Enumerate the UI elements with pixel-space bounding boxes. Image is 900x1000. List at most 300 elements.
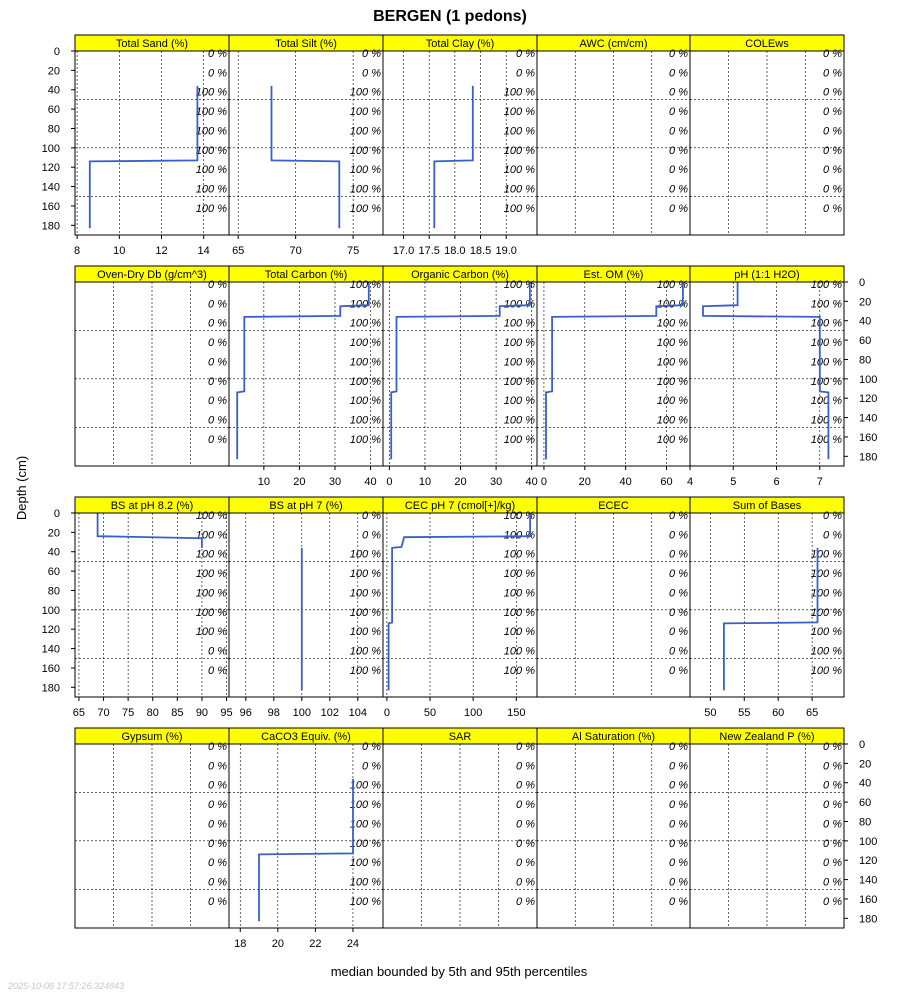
percent-label: 0 % (516, 876, 535, 889)
percent-label: 0 % (823, 740, 842, 753)
y-tick-label: 100 (859, 835, 878, 848)
percent-label: 0 % (823, 125, 842, 138)
percent-label: 100 % (656, 356, 688, 369)
percent-label: 0 % (362, 760, 381, 773)
percent-label: 100 % (503, 183, 535, 196)
percent-label: 100 % (349, 86, 381, 99)
percent-label: 100 % (810, 568, 842, 581)
percent-label: 0 % (669, 664, 688, 677)
percent-label: 100 % (195, 606, 227, 619)
timestamp: 2025-10-08 17:57:26.324843 (8, 981, 125, 991)
percent-label: 100 % (349, 895, 381, 908)
percent-label: 0 % (669, 779, 688, 792)
x-tick-label: 96 (239, 707, 252, 719)
median-profile-line (724, 548, 818, 690)
percent-label: 100 % (810, 548, 842, 561)
percent-label: 0 % (208, 818, 227, 831)
x-tick-label: 95 (220, 707, 233, 719)
panel-strip-label: AWC (cm/cm) (579, 38, 648, 50)
percent-label: 100 % (656, 414, 688, 427)
percent-label: 0 % (669, 529, 688, 542)
percent-label: 0 % (823, 509, 842, 522)
x-tick-label: 0 (386, 476, 393, 488)
percent-label: 100 % (349, 587, 381, 600)
x-tick-label: 98 (267, 707, 280, 719)
percent-label: 0 % (208, 433, 227, 446)
x-tick-label: 40 (364, 476, 377, 488)
percent-label: 100 % (349, 876, 381, 889)
panel-strip-label: Total Silt (%) (275, 38, 337, 50)
percent-label: 100 % (349, 664, 381, 677)
percent-label: 100 % (656, 298, 688, 311)
percent-label: 100 % (195, 529, 227, 542)
x-axis-label: median bounded by 5th and 95th percentiles (330, 964, 588, 979)
x-tick-label: 75 (346, 245, 360, 257)
y-tick-label: 0 (53, 508, 60, 520)
y-tick-label: 80 (859, 816, 872, 829)
percent-label: 0 % (669, 857, 688, 870)
y-tick-label: 20 (47, 527, 60, 540)
percent-label: 100 % (195, 125, 227, 138)
panel-strip-label: Oven-Dry Db (g/cm^3) (97, 269, 207, 281)
y-tick-label: 20 (47, 65, 60, 78)
y-tick-label: 140 (859, 874, 878, 887)
panel (383, 728, 537, 928)
percent-label: 0 % (669, 86, 688, 99)
panel-strip-label: Al Saturation (%) (571, 731, 656, 743)
x-tick-label: 24 (346, 938, 360, 950)
percent-label: 0 % (208, 298, 227, 311)
y-tick-label: 60 (47, 104, 60, 117)
percent-label: 0 % (669, 606, 688, 619)
percent-label: 100 % (810, 433, 842, 446)
percent-label: 0 % (669, 164, 688, 177)
panel-strip-label: CEC pH 7 (cmol[+]/kg) (404, 500, 516, 512)
percent-label: 0 % (208, 779, 227, 792)
panel (537, 728, 690, 928)
percent-label: 0 % (208, 317, 227, 330)
x-tick-label: 90 (195, 707, 209, 719)
percent-label: 100 % (503, 606, 535, 619)
panel (383, 497, 537, 719)
percent-label: 0 % (823, 67, 842, 80)
percent-label: 0 % (823, 876, 842, 889)
percent-label: 0 % (823, 529, 842, 542)
percent-label: 100 % (810, 587, 842, 600)
percent-label: 0 % (669, 876, 688, 889)
y-tick-label: 120 (859, 855, 878, 868)
percent-label: 100 % (195, 548, 227, 561)
percent-label: 100 % (349, 548, 381, 561)
x-tick-label: 40 (619, 476, 632, 488)
percent-label: 100 % (349, 779, 381, 792)
panel (74, 35, 229, 257)
percent-label: 0 % (669, 799, 688, 812)
x-tick-label: 10 (257, 476, 270, 488)
percent-label: 0 % (516, 67, 535, 80)
percent-label: 100 % (810, 278, 842, 291)
percent-label: 100 % (503, 529, 535, 542)
panel-strip-label: COLEws (745, 38, 789, 50)
y-tick-label: 100 (859, 373, 878, 386)
x-tick-label: 5 (730, 476, 737, 488)
percent-label: 0 % (669, 837, 688, 850)
percent-label: 0 % (669, 202, 688, 215)
x-tick-label: 104 (348, 707, 367, 719)
x-tick-label: 75 (122, 707, 135, 719)
y-axis-label: Depth (cm) (14, 455, 29, 521)
y-tick-label: 100 (41, 142, 60, 155)
percent-label: 100 % (195, 86, 227, 99)
y-tick-label: 180 (41, 220, 60, 233)
x-tick-label: 80 (146, 707, 159, 719)
y-tick-label: 40 (47, 84, 60, 97)
percent-label: 100 % (503, 144, 535, 157)
x-tick-label: 0 (383, 707, 390, 719)
x-tick-label: 19.0 (495, 245, 517, 257)
panel-strip-label: BS at pH 8.2 (%) (110, 500, 194, 512)
percent-label: 100 % (656, 278, 688, 291)
percent-label: 100 % (503, 106, 535, 119)
y-tick-label: 120 (859, 393, 878, 406)
percent-label: 100 % (349, 375, 381, 388)
percent-label: 100 % (503, 86, 535, 99)
x-tick-label: 4 (686, 476, 694, 488)
panel (73, 497, 233, 719)
percent-label: 0 % (208, 760, 227, 773)
percent-label: 0 % (208, 837, 227, 850)
x-tick-label: 65 (805, 707, 819, 719)
percent-label: 0 % (669, 740, 688, 753)
y-tick-label: 140 (859, 412, 878, 425)
x-tick-label: 18 (234, 938, 247, 950)
y-tick-label: 40 (859, 315, 872, 328)
median-profile-line (90, 86, 198, 228)
x-tick-label: 17.0 (392, 245, 415, 257)
percent-label: 0 % (669, 125, 688, 138)
y-tick-label: 180 (859, 451, 878, 464)
x-tick-label: 65 (232, 245, 245, 257)
percent-label: 100 % (195, 183, 227, 196)
percent-label: 0 % (669, 645, 688, 658)
percent-label: 100 % (503, 395, 535, 408)
percent-label: 100 % (503, 356, 535, 369)
panel-strip-label: CaCO3 Equiv. (%) (261, 731, 351, 743)
panel (537, 35, 690, 235)
percent-label: 0 % (823, 164, 842, 177)
percent-label: 0 % (669, 818, 688, 831)
percent-label: 100 % (349, 568, 381, 581)
x-tick-label: 10 (113, 245, 126, 257)
x-tick-label: 60 (772, 707, 785, 719)
percent-label: 100 % (349, 395, 381, 408)
percent-label: 0 % (823, 895, 842, 908)
y-tick-label: 140 (41, 643, 60, 656)
percent-label: 100 % (656, 375, 688, 388)
x-tick-label: 85 (171, 707, 184, 719)
percent-label: 0 % (516, 740, 535, 753)
x-tick-label: 14 (197, 245, 210, 257)
percent-label: 100 % (810, 414, 842, 427)
percent-label: 0 % (208, 395, 227, 408)
y-tick-label: 20 (859, 296, 872, 309)
percent-label: 100 % (656, 395, 688, 408)
panel-strip-label: Gypsum (%) (121, 731, 183, 743)
percent-label: 100 % (349, 433, 381, 446)
x-tick-label: 100 (292, 707, 311, 719)
percent-label: 0 % (669, 626, 688, 639)
percent-label: 100 % (810, 317, 842, 330)
percent-label: 0 % (823, 106, 842, 119)
percent-label: 100 % (195, 164, 227, 177)
percent-label: 100 % (349, 356, 381, 369)
percent-label: 100 % (349, 164, 381, 177)
percent-label: 100 % (503, 375, 535, 388)
panel (690, 497, 844, 719)
percent-label: 100 % (503, 587, 535, 600)
percent-label: 100 % (810, 664, 842, 677)
percent-label: 0 % (669, 47, 688, 60)
chart-title: BERGEN (1 pedons) (373, 8, 527, 25)
percent-label: 100 % (349, 799, 381, 812)
percent-label: 100 % (195, 509, 227, 522)
percent-label: 100 % (503, 509, 535, 522)
percent-label: 100 % (503, 433, 535, 446)
percent-label: 100 % (349, 317, 381, 330)
percent-label: 0 % (208, 857, 227, 870)
x-tick-label: 50 (423, 707, 437, 719)
percent-label: 0 % (208, 356, 227, 369)
panel (229, 35, 383, 257)
x-tick-label: 30 (328, 476, 342, 488)
percent-label: 0 % (669, 568, 688, 581)
percent-label: 100 % (656, 317, 688, 330)
percent-label: 0 % (516, 799, 535, 812)
percent-label: 0 % (208, 375, 227, 388)
x-tick-label: 60 (660, 476, 673, 488)
percent-label: 0 % (823, 183, 842, 196)
percent-label: 100 % (195, 568, 227, 581)
panel (383, 266, 538, 488)
percent-label: 0 % (823, 857, 842, 870)
percent-label: 0 % (516, 818, 535, 831)
percent-label: 0 % (823, 779, 842, 792)
x-tick-label: 12 (155, 245, 168, 257)
percent-label: 0 % (669, 183, 688, 196)
percent-label: 100 % (195, 106, 227, 119)
percent-label: 0 % (669, 587, 688, 600)
y-tick-label: 160 (41, 662, 60, 675)
percent-label: 100 % (810, 337, 842, 350)
panel-grid (42, 35, 878, 950)
median-profile-line (434, 86, 473, 228)
percent-label: 0 % (669, 106, 688, 119)
y-tick-label: 160 (859, 893, 878, 906)
y-tick-label: 80 (47, 123, 60, 136)
percent-label: 0 % (823, 144, 842, 157)
percent-label: 100 % (503, 317, 535, 330)
percent-label: 0 % (669, 144, 688, 157)
y-tick-label: 180 (41, 682, 60, 695)
percent-label: 100 % (349, 202, 381, 215)
x-tick-label: 7 (816, 476, 823, 488)
median-profile-line (272, 86, 340, 228)
x-tick-label: 18.0 (444, 245, 466, 257)
y-tick-label: 180 (859, 913, 878, 926)
percent-label: 100 % (195, 626, 227, 639)
percent-label: 0 % (516, 895, 535, 908)
percent-label: 0 % (208, 67, 227, 80)
percent-label: 100 % (810, 395, 842, 408)
percent-label: 0 % (208, 47, 227, 60)
percent-label: 100 % (503, 202, 535, 215)
percent-label: 0 % (362, 47, 381, 60)
y-tick-label: 120 (41, 624, 60, 637)
percent-label: 100 % (503, 164, 535, 177)
percent-label: 100 % (349, 414, 381, 427)
percent-label: 100 % (349, 278, 381, 291)
x-tick-label: 30 (489, 476, 503, 488)
median-profile-line (98, 513, 202, 548)
y-tick-label: 140 (41, 181, 60, 194)
percent-label: 100 % (503, 664, 535, 677)
percent-label: 0 % (669, 67, 688, 80)
y-tick-label: 40 (47, 546, 60, 559)
x-tick-label: 17.5 (418, 245, 440, 257)
y-tick-label: 0 (859, 277, 866, 289)
panel-strip-label: Est. OM (%) (583, 269, 644, 281)
percent-label: 0 % (823, 47, 842, 60)
percent-label: 100 % (810, 356, 842, 369)
percent-label: 100 % (349, 837, 381, 850)
panel-strip-label: pH (1:1 H2O) (734, 269, 800, 281)
percent-label: 0 % (362, 67, 381, 80)
percent-label: 0 % (823, 837, 842, 850)
percent-label: 0 % (208, 414, 227, 427)
percent-label: 0 % (669, 760, 688, 773)
panel (75, 266, 229, 466)
panel-strip-label: Sum of Bases (732, 500, 802, 512)
y-tick-label: 80 (859, 354, 872, 367)
percent-label: 0 % (208, 337, 227, 350)
percent-label: 100 % (503, 337, 535, 350)
x-tick-label: 70 (289, 245, 302, 257)
percent-label: 100 % (195, 202, 227, 215)
panel (690, 35, 844, 235)
x-tick-label: 102 (320, 707, 339, 719)
percent-label: 0 % (516, 837, 535, 850)
percent-label: 0 % (208, 876, 227, 889)
panel (229, 266, 383, 488)
percent-label: 100 % (503, 626, 535, 639)
percent-label: 100 % (503, 414, 535, 427)
x-tick-label: 55 (738, 707, 751, 719)
median-profile-line (703, 282, 828, 459)
percent-label: 100 % (195, 144, 227, 157)
panel-strip-label: SAR (448, 731, 472, 743)
panel (383, 35, 537, 257)
percent-label: 0 % (823, 799, 842, 812)
panel-strip-label: Total Carbon (%) (264, 269, 348, 281)
percent-label: 100 % (349, 818, 381, 831)
y-tick-label: 60 (47, 566, 60, 579)
x-tick-label: 20 (454, 476, 467, 488)
percent-label: 100 % (810, 606, 842, 619)
percent-label: 0 % (362, 509, 381, 522)
percent-label: 100 % (656, 337, 688, 350)
y-tick-label: 120 (41, 162, 60, 175)
x-tick-label: 20 (293, 476, 306, 488)
panel-strip-label: Organic Carbon (%) (411, 269, 509, 281)
percent-label: 100 % (349, 337, 381, 350)
panel-strip-label: Total Sand (%) (115, 38, 189, 50)
percent-label: 0 % (669, 895, 688, 908)
x-tick-label: 18.5 (469, 245, 492, 257)
percent-label: 0 % (516, 760, 535, 773)
y-tick-label: 60 (859, 797, 872, 810)
panel-strip-label: BS at pH 7 (%) (269, 500, 343, 512)
panel-strip-label: Total Clay (%) (425, 38, 495, 50)
percent-label: 100 % (349, 645, 381, 658)
percent-label: 100 % (503, 298, 535, 311)
percent-label: 100 % (503, 278, 535, 291)
percent-label: 100 % (810, 626, 842, 639)
percent-label: 0 % (516, 47, 535, 60)
y-tick-label: 40 (859, 777, 872, 790)
percent-label: 0 % (208, 895, 227, 908)
percent-label: 0 % (516, 779, 535, 792)
percent-label: 0 % (823, 818, 842, 831)
percent-label: 0 % (823, 86, 842, 99)
y-tick-label: 160 (859, 431, 878, 444)
percent-label: 100 % (349, 125, 381, 138)
y-tick-label: 0 (53, 46, 60, 58)
percent-label: 0 % (208, 740, 227, 753)
x-tick-label: 100 (463, 707, 483, 719)
percent-label: 100 % (349, 606, 381, 619)
panel (690, 728, 844, 928)
percent-label: 100 % (349, 626, 381, 639)
x-tick-label: 22 (309, 938, 322, 950)
median-profile-line (259, 779, 353, 921)
x-tick-label: 150 (507, 707, 526, 719)
percent-label: 100 % (349, 106, 381, 119)
x-tick-label: 20 (271, 938, 284, 950)
percent-label: 0 % (669, 548, 688, 561)
percent-label: 0 % (208, 664, 227, 677)
percent-label: 100 % (810, 645, 842, 658)
percent-label: 0 % (362, 529, 381, 542)
percent-label: 0 % (669, 509, 688, 522)
percent-label: 100 % (503, 548, 535, 561)
panel (229, 497, 383, 719)
y-tick-label: 100 (41, 604, 60, 617)
x-tick-label: 70 (97, 707, 110, 719)
panel (687, 266, 844, 488)
percent-label: 100 % (349, 183, 381, 196)
x-tick-label: 8 (74, 245, 81, 257)
panel (229, 728, 383, 950)
percent-label: 100 % (656, 433, 688, 446)
x-tick-label: 40 (525, 476, 538, 488)
panel (537, 497, 690, 697)
x-tick-label: 20 (578, 476, 591, 488)
y-tick-label: 0 (859, 739, 866, 751)
percent-label: 100 % (503, 125, 535, 138)
x-tick-label: 65 (72, 707, 86, 719)
percent-label: 100 % (349, 144, 381, 157)
percent-label: 100 % (503, 645, 535, 658)
